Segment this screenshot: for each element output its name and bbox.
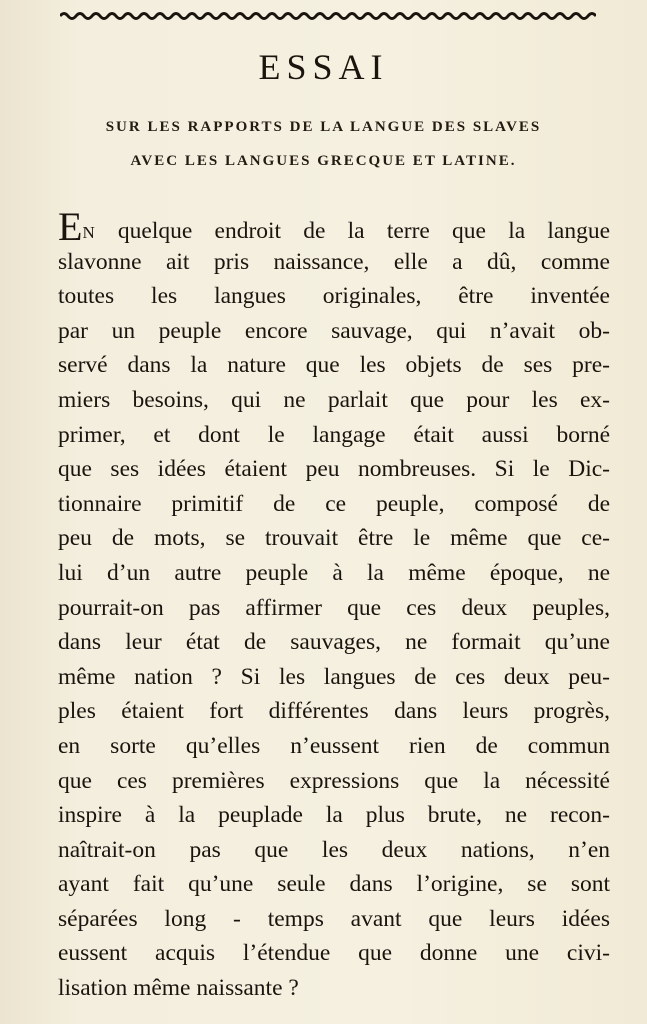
- text-line: miers besoins, qui ne parlait que pour les ex-: [58, 386, 610, 413]
- ornamental-rule: [60, 9, 596, 23]
- text-line: peu de mots, se trouvait être le même que ce-: [58, 525, 610, 552]
- drop-cap-rest: N: [82, 223, 96, 242]
- text-line: tionnaire primitif de ce peuple, composé de: [58, 490, 610, 517]
- text-line: inspire à la peuplade la plus brute, ne recon-: [58, 802, 610, 829]
- text-line: pourrait-on pas affirmer que ces deux peuples,: [58, 594, 610, 621]
- text-line: toutes les langues originales, être inventée: [58, 283, 610, 310]
- text-line: eussent acquis l’étendue que donne une civi-: [58, 940, 610, 967]
- text-line: séparées long - temps avant que leurs idées: [58, 905, 610, 932]
- text-line: servé dans la nature que les objets de ses pre-: [58, 352, 610, 379]
- body-paragraph: [58, 204, 610, 1006]
- text-line: que ses idées étaient peu nombreuses. Si le Dic-: [58, 456, 610, 483]
- subtitle-line-2: AVEC LES LANGUES GRECQUE ET LATINE.: [130, 153, 517, 169]
- page-title: ESSAI: [258, 47, 389, 87]
- text-line: que ces premières expressions que la nécessité: [58, 767, 610, 794]
- text-line: en sorte qu’elles n’eussent rien de commun: [58, 732, 610, 759]
- text-line: [58, 204, 610, 249]
- text-line: même nation ? Si les langues de ces deux peu-: [58, 663, 610, 690]
- text-line: slavonne ait pris naissance, elle a dû, comme: [58, 248, 610, 275]
- text-line: primer, et dont le langage était aussi borné: [58, 421, 610, 448]
- drop-cap: E: [58, 204, 83, 249]
- text-line: lui d’un autre peuple à la même époque, ne: [58, 559, 610, 586]
- text-line: par un peuple encore sauvage, qui n’avait ob-: [58, 317, 610, 344]
- text-line: ples étaient fort différentes dans leurs progrès,: [58, 698, 610, 725]
- text-line: dans leur état de sauvages, ne formait qu’une: [58, 629, 610, 656]
- text-line-content: quelque endroit de la terre que la langue: [95, 218, 610, 244]
- text-line: ayant fait qu’une seule dans l’origine, se sont: [58, 871, 610, 898]
- subtitle-line-1: SUR LES RAPPORTS DE LA LANGUE DES SLAVES: [105, 119, 542, 135]
- text-line: naîtrait-on pas que les deux nations, n’en: [58, 836, 610, 863]
- text-line-last: lisation même naissante ?: [58, 975, 299, 1002]
